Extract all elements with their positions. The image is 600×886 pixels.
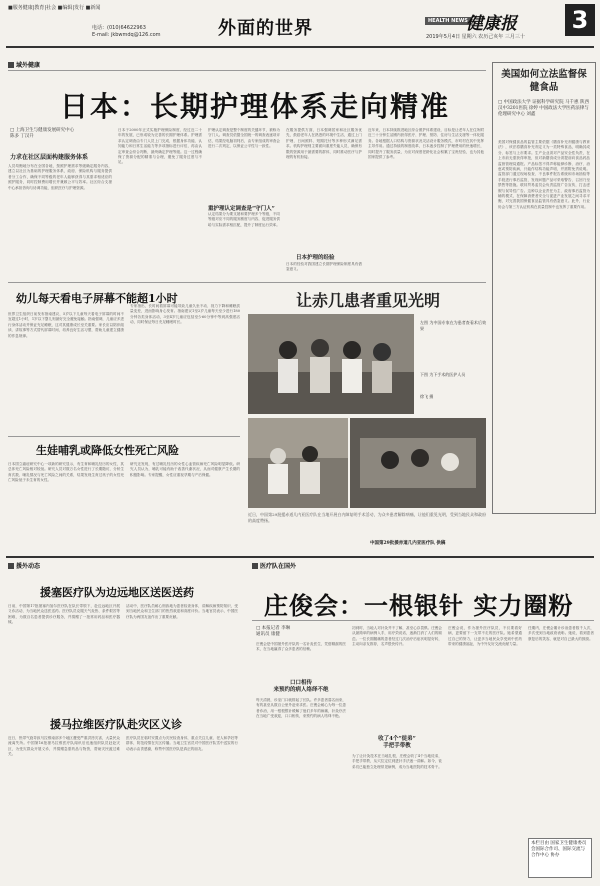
feature-body-col-4: 庄俊会说，作为援外医疗队员，不仅要看好病，更要留下一支带不走的医疗队。她希望通过自己的努力，让更多当地民众享受到中医药带来的健康福祉，为中外友好交流贡献力量。 — [448, 626, 522, 647]
aid-headline-senegal: 援塞医疗队为边远地区送医送药 — [40, 586, 194, 599]
photo-credit: 中国第29批援赤道几内亚医疗队 供稿 — [370, 541, 446, 546]
masthead — [0, 0, 600, 58]
masthead-links: ■服务健康|教育|社会 ■编辑|发行 ■新闻 — [8, 5, 101, 11]
body-col-5: 近年来，日本持续推进地区综合照护体系建设，目标是让老年人在住所附近三十分钟生活圈内获得医疗、护理、预防、住房与生活支援等一体化服务。各地根据人口结构与资源状况灵活设计服务模式，市町村在其中发挥主导作用。通过持续的制度改革，日本逐步控制了护理费用的快速增长，同时提升了服务质量，为应对深度老龄化社会积累了宝贵经验，也为其他国家提供了参考。 — [368, 128, 484, 160]
feature-body-col-3: 为了让针灸技术在当地扎根，庄俊会收了4个当地徒弟，手把手带教，从穴位定位到进针手法逐一讲解。如今，徒弟们已能独立处理常见病例，成为当地医院的技术骨干。 — [352, 754, 442, 769]
byline: □ 上海卫生与健康发展研究中心 陈多 丁汉升 — [10, 128, 75, 139]
footer-cooperation-box: 本栏目由 国家卫生健康委员会国际合作司、国际交流与合作中心 协办 — [528, 838, 592, 878]
photo-caption-3: 徐飞 摄 — [420, 394, 434, 399]
photo-patient-check — [248, 314, 414, 414]
sidebar-body: 美国对保健食品的监管主要依据《膳食补充剂健康与教育法》，该法将膳食补充剂定义为一类特殊食品，明确其成分、标签与上市要求。生产企业须对产品安全性负责，在上市前无需获得审批，但对新膳食成分须提前向食品药品监督管理局通报。产品标签不得声称能够诊断、治疗、治愈或预防疾病，只能作结构功能声明，并需附免责说明。监管部门通过现场检查、不良事件报告系统和市场抽检等手段进行事后监管，发现问题产品可采取警告、召回乃至禁售等措施。联邦贸易委员会负责监管广告宣传，打击虚假与误导性广告。这种以企业责任为主、政府事后监管为辅的模式，在保障消费者安全与促进产业发展之间寻求平衡，对完善我国保健食品监管具有借鉴意义。此外，行业协会与第三方认证机构在质量控制中也发挥了重要作用。 — [498, 140, 590, 209]
newspaper-brand: 健康报 — [466, 14, 517, 34]
aid-malawi-body-1: 近日，热带气旋导致马拉维南部多个地区遭受严重洪涝灾害，大量民众流离失所。中国第16批援马拉维医疗队闻讯后迅速组织队员赶赴灾区，为受灾群众开展义诊，并捐赠急需药品与物资，帮助灾民渡过难关。 — [8, 736, 120, 757]
article-screen-time-headline: 幼儿每天看电子屏幕不能超1小时 — [16, 292, 178, 305]
photo-scene-people — [248, 314, 414, 414]
divider — [8, 436, 240, 437]
article-breastfeeding-body-1: 日本国立癌症研究中心一项新的研究显示，有生育和哺乳经历的女性，其总体死亡风险相对较低。研究人员对数万名女性进行了长期随访，分析生育次数、哺乳情况与死亡风险之间的关系，结果发现生育过孩子的女性死亡风险低于未生育的女性。 — [8, 462, 124, 483]
photo-surgery-team — [248, 418, 348, 508]
photo-caption-1: 左图 为中国专家在为患者查看术后效果 — [420, 320, 486, 331]
divider — [8, 70, 486, 71]
body-col-4b: 日本的经验对我国建立长期护理保险制度具有借鉴意义。 — [286, 262, 362, 272]
feature-byline: □ 本报记者 李琳 通讯员 康健 — [256, 626, 291, 637]
body-col-2: 日本于2000年正式实施护理保险制度，经过近二十年的发展，已形成较为完善的长期护理体系。护理需求认定调查由专门人员上门完成，根据身体功能、认知能力和日常生活能力等多项指标进行评估，再由认定审查会综合判断，最终确定护理等级。这一过程确保了资源分配的精准与合理，避免了服务过度与不足。 — [118, 128, 202, 165]
aid-senegal-body-2: 活动中，医疗队员耐心细致地为患者检查身体，讲解疾病预防知识，受到当地民众和卫生部门的热烈欢迎和高度评价。当地官员表示，中国医疗队为两国友谊作出了重要贡献。 — [126, 604, 238, 619]
article-breastfeeding-body-2: 研究还发现，有过哺乳经历的女性心血管疾病死亡风险明显降低。研究人员认为，哺乳可能有助于改善代谢状况，从而对健康产生长期的积极影响。专家提醒，女性应重视孕期与产后保健。 — [130, 462, 240, 477]
date-line: 2019年5月4日 星期六 农历己亥年 三月三十 — [426, 34, 525, 40]
body-col-3a: 护理认定调查是整个制度的关键环节，被称为守门人。调查员依据全国统一的调查表逐项评估，结果经电脑初判后，由专家组成的审查会进行二次判定，以保证公平性与一致性。 — [208, 128, 280, 149]
section-label-overseas-health: 域外健康 — [8, 60, 40, 69]
main-headline: 日本：长期护理体系走向精准 — [60, 90, 451, 123]
divider — [8, 282, 486, 283]
article-screen-time-body-2: 专家指出，长时间看屏幕可能导致儿童久坐不动、视力下降和睡眠质量变差，进而影响身心发育。指南建议1至2岁儿童每天至少进行180分钟各类身体活动，3至4岁儿童应包括至少60分钟中等到高强度活动，同时保证每日充足睡眠时长。 — [130, 304, 240, 325]
lede-head: 力求在社区层面构建服务体系 — [10, 154, 89, 161]
masthead-rule — [6, 46, 594, 48]
aid-malawi-body-2: 医疗队员在临时安置点为灾民检查身体，重点关注儿童、老人和孕妇等群体，防范疫情在灾区传播。当地卫生官员对中国医疗队雪中送炭的行动表示由衷感谢，称赞中国医疗队是真正的朋友。 — [126, 736, 238, 751]
feature-calligraphy-headline: 庄俊会：一根银针 实力圈粉 — [264, 591, 574, 620]
page-number: 3 — [565, 4, 595, 36]
divider — [252, 620, 594, 621]
body-col-1: 人员均衡地分布在全国各地，按照护理需求等级确定服务内容，建立以社区为基础的护理服务体系，政府、保险机构与服务提供者分工合作，确保不同等级的老年人能够获得与其需求相适应的照护服务，同时控制费用增长并兼顾公平与效率。社区综合支援中心承担咨询与协调功能，组织医疗与护理资源。 — [8, 164, 112, 190]
square-icon — [252, 563, 258, 569]
feature-body-col-2: 初到时，当地人对针灸并不了解，甚至心存畏惧。庄俊会从最简单的病例入手，用疗效说话，逐渐打消了人们的顾虑。一位长期腰痛的患者经过几次治疗后症状明显好转，主动向亲友推荐，名声很快传开。 — [352, 626, 442, 647]
square-icon — [8, 62, 14, 68]
sidebar-author: □ 中国政法大学 证据科学研究院 马千惠 陕西汉中3201医院 徐婷 中国政法大学医药法律与伦理研究中心 刘鑫 — [498, 100, 589, 117]
feature-body-col-1: 每天清晨，诊室门口就排起了长队。许多患者慕名而来，有的甚至从数百公里外赶来求医。庄俊会耐心为每一位患者诊治，用一根根银针缓解了他们多年的病痛，针灸疗法在当地广受欢迎，口口相传，来预约的病人络绎不绝。 — [256, 698, 346, 719]
section-title: 外面的世界 — [218, 18, 313, 39]
aid-headline-malawi: 援马拉维医疗队赴灾区义诊 — [50, 718, 182, 731]
health-news-badge: HEALTH NEWS — [425, 17, 471, 25]
section-label-aid-news: 援外动态 — [8, 561, 40, 570]
square-icon — [8, 563, 14, 569]
masthead-contact — [92, 25, 161, 39]
article-breastfeeding-headline: 生娃哺乳或降低女性死亡风险 — [36, 444, 179, 457]
body-col-4: 在服务提供方面，日本强调居家和社区服务优先，鼓励老年人在熟悉的环境中生活，通过上门护理、日间照料、短期托付等多种形式满足需求。机构护理则主要面向重度失能人员，确保有限的资源用于最需要的群体，同时推动医疗与护理的有机衔接。 — [286, 128, 362, 160]
photo-scene-team — [248, 418, 348, 508]
photo-scene-ward — [350, 418, 486, 508]
aid-senegal-body-1: 日前，中国第17批援塞内加尔医疗队在队长带领下，赴边远地区开展义诊活动，为当地民众送医送药。医疗队员克服天气炎热、条件艰苦等困难，为数百名患者提供诊疗服务，并捐赠了一批常用药品和医疗器械。 — [8, 604, 120, 625]
photo-ward — [350, 418, 486, 508]
body-col-3b: 认定结果分为要支援和要护理多个等级，不同等级对应不同的服务额度与内容，促进服务供给与实际需求相匹配，提升了制度运行效率。 — [208, 212, 280, 227]
section-label-medical-team: 医疗队在国外 — [252, 561, 296, 570]
subhead-gatekeeper: 重护理认定调查是“守门人” — [208, 206, 275, 212]
section-rule — [6, 556, 594, 558]
feature-subhead-apprentices: 收了4个“徒弟” 手把手带教 — [378, 736, 416, 749]
sidebar-headline: 美国如何立法监督保健食品 — [501, 69, 587, 93]
feature-body-intro: 庄俊会是中国援外医疗队的一名针灸医生，凭借精湛的医术，在当地赢得了众多患者的信赖。 — [256, 642, 346, 652]
contact-email: E-mail: jkbwmdq@126.com — [92, 32, 161, 38]
subhead-experience: 日本护理的经验 — [296, 255, 335, 261]
contact-phone: 电话：(010)64622963 — [92, 25, 146, 31]
feature-subhead-word-of-mouth: 口口相传 来预约的病人络绎不绝 — [273, 680, 329, 693]
feature-body-col-5: 任期内，庄俊会累计诊治患者数千人次，多次受到当地政府表彰。她说，看到患者康复后的笑容，就是对自己最大的鼓励。 — [528, 626, 594, 641]
photo-feature-headline: 让赤几患者重见光明 — [295, 291, 440, 310]
photo-caption-2: 下图 为下手术的医护人员 — [420, 372, 466, 377]
photo-feature-text: 近日，中国第29批援赤道几内亚医疗队在当地开展白内障复明手术活动，为众多患者解除病痛，让他们重见光明，受到当地民众和政府的高度赞扬。 — [248, 512, 486, 523]
article-screen-time-body-1: 世界卫生组织日前发布指南建议，5岁以下儿童每天看电子屏幕的时间不宜超过1小时，1岁以下婴儿则最好完全避免接触。指南强调，儿童应多进行身体活动并保证充足睡眠，这对其健康成长至关重要。家长应以陪伴阅读、讲故事等方式替代屏幕时间，培养良好生活习惯，帮助儿童建立健康的作息规律。 — [8, 312, 124, 338]
